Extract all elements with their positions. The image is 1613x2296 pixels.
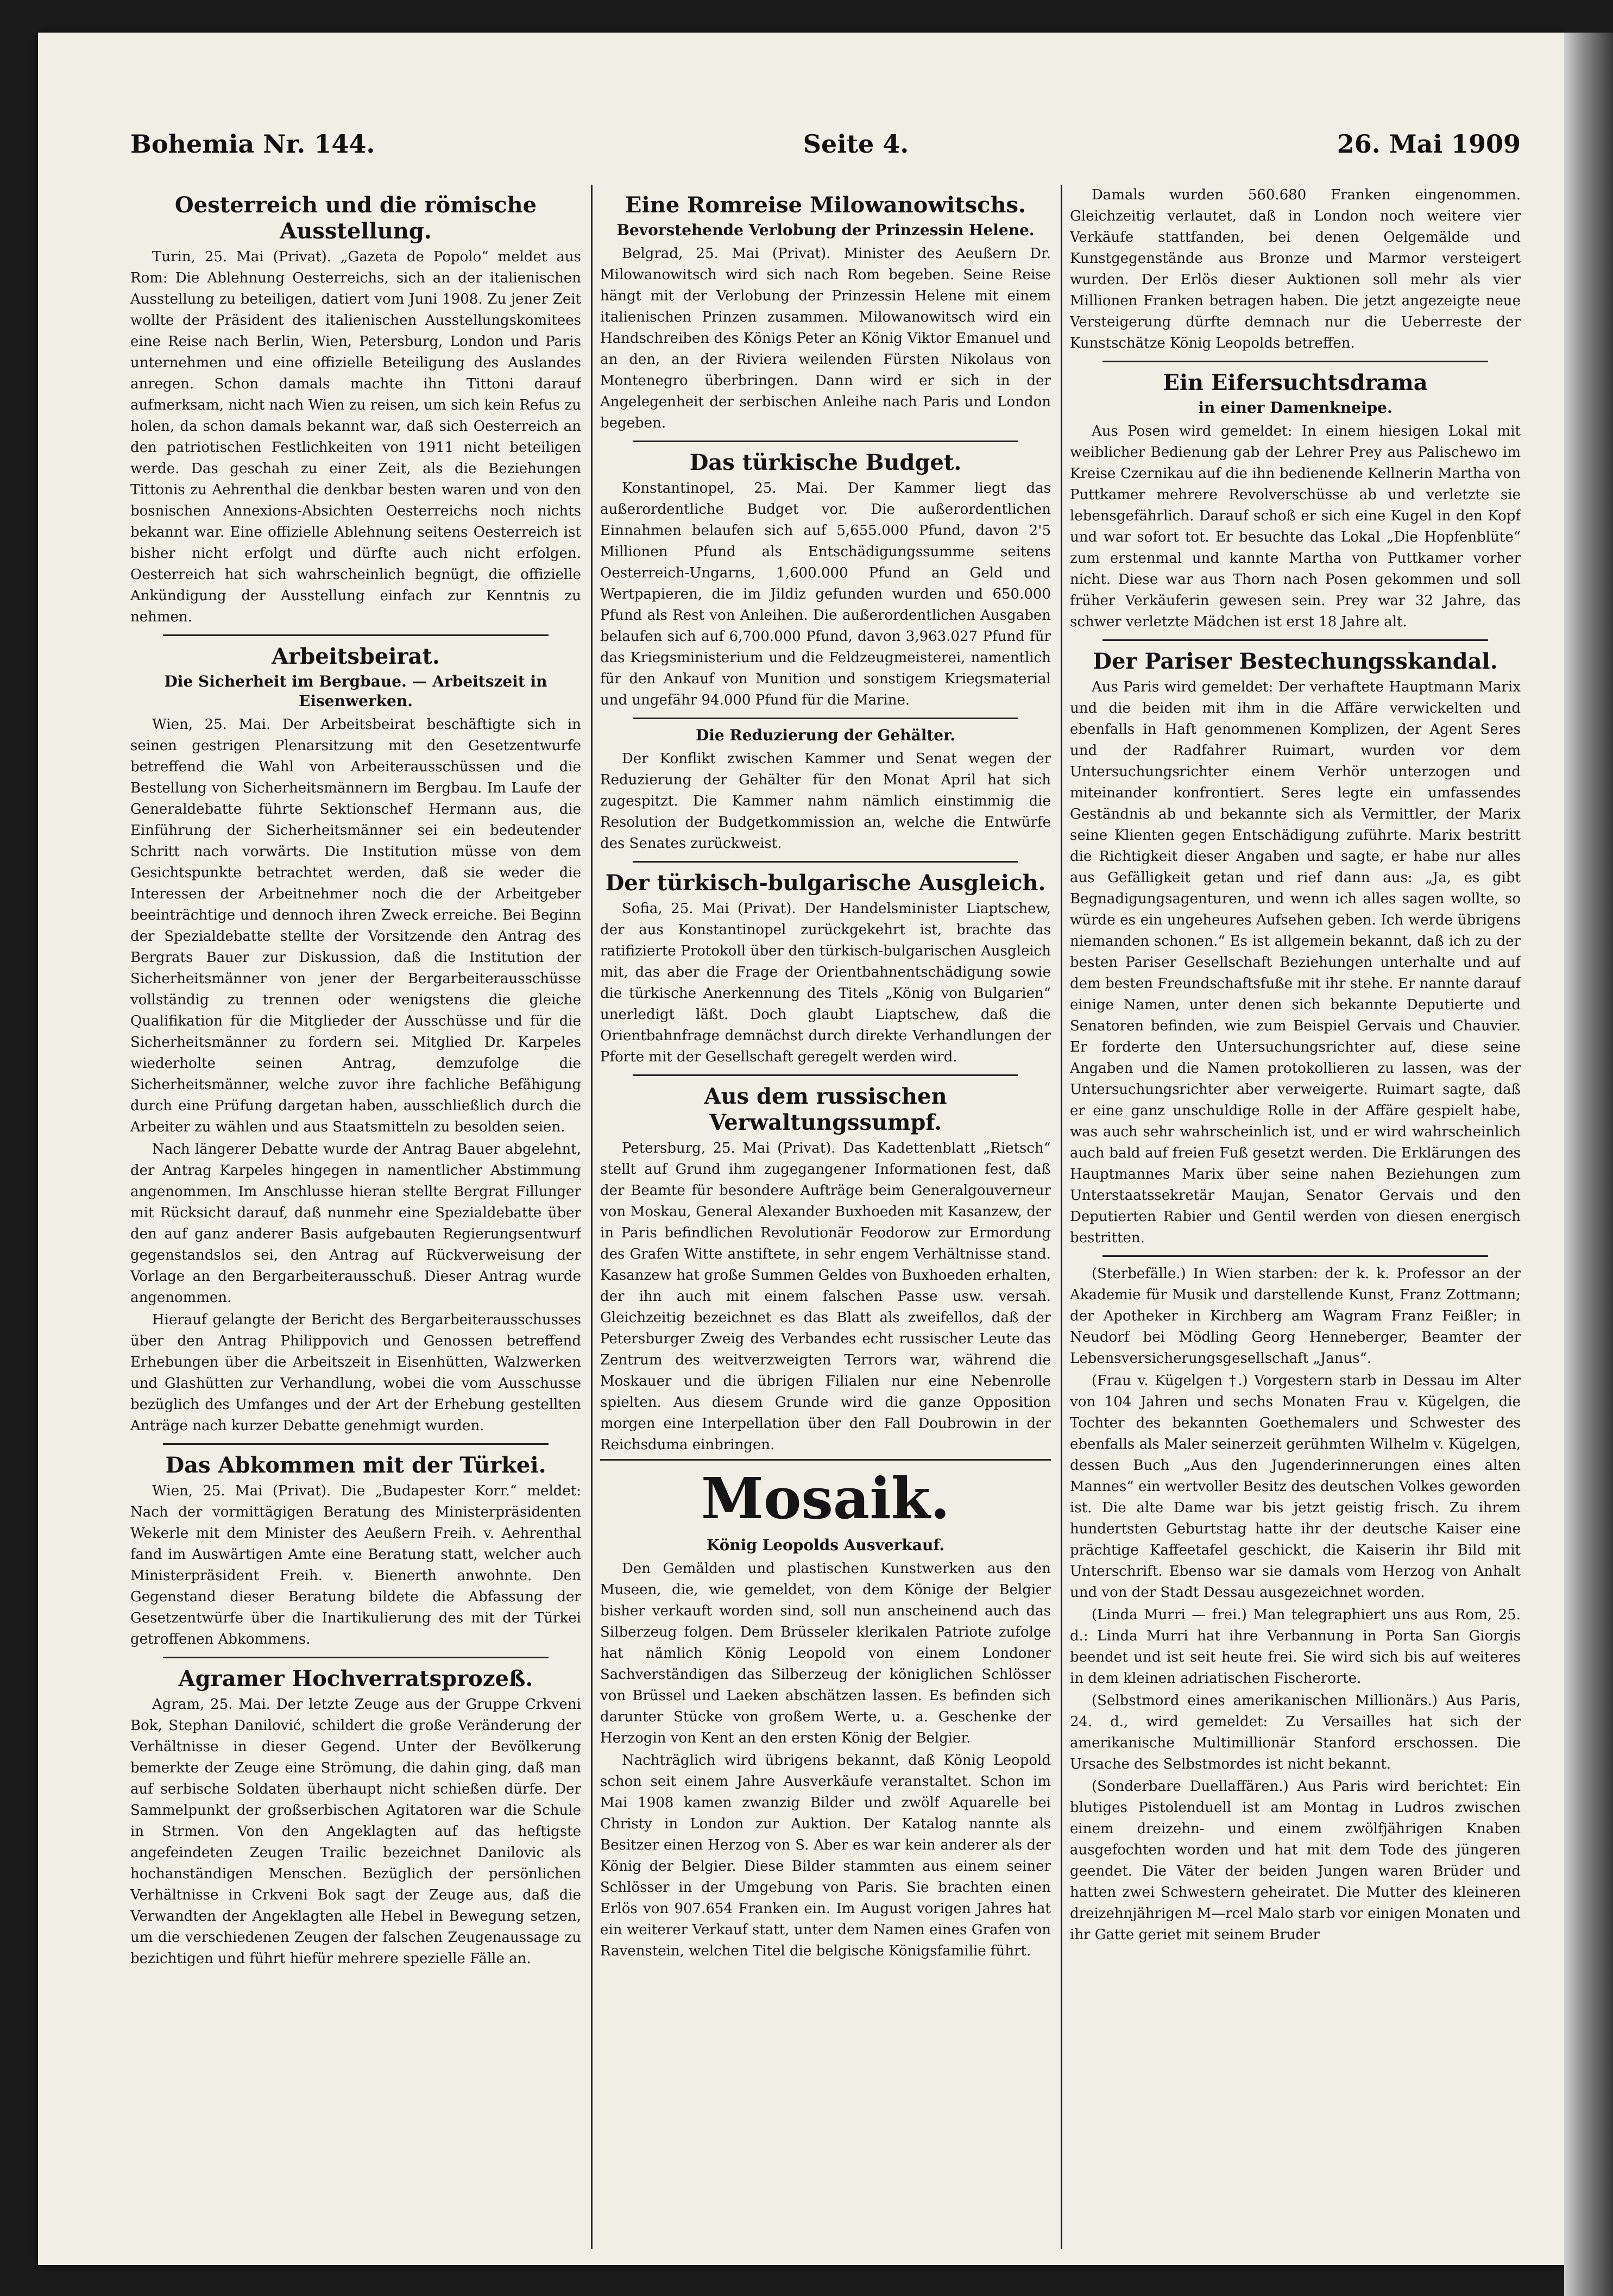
article-headline: Arbeitsbeirat. bbox=[272, 644, 440, 669]
article-headline: Der Pariser Bestechungsskandal. bbox=[1093, 649, 1498, 674]
binding-edge bbox=[1564, 33, 1613, 2296]
article-headline: Das türkische Budget. bbox=[689, 450, 962, 475]
article bbox=[1070, 1255, 1521, 1946]
article-headline: Eine Romreise Milowanowitschs. bbox=[625, 192, 1026, 218]
article-paragraph: Der Konflikt zwischen Kammer und Senat wegen der Reduzierung der Gehälter für den Monat April hat sich zugespitzt. Die Kammer nahm nämlich einstimmig die Resolution der Budgetkommission an, welche die Entwürfe des Senates zurückweist. bbox=[600, 751, 1051, 852]
article-paragraph: Hierauf gelangte der Bericht des Bergarbeiterausschusses über den Antrag Philippovich und Genossen betreffend Erhebungen über die Arbeitszeit in Eisenhütten, Walzwerken und Glashütten zur Verhandlung, wobei die vom Ausschusse bezüglich des Umfanges und der Art der Erhebung gestellten Anträge nach kurzer Debatte genehmigt wurden. bbox=[130, 1312, 581, 1434]
article-divider bbox=[1102, 1255, 1488, 1257]
article bbox=[130, 634, 581, 1437]
column-right bbox=[1070, 185, 1521, 2249]
article-headline: Der türkisch-bulgarische Ausgleich. bbox=[605, 870, 1046, 896]
article-subheadline: in einer Damenkneipe. bbox=[1198, 399, 1393, 417]
article-divider bbox=[633, 861, 1018, 863]
article bbox=[600, 718, 1051, 854]
article-paragraph: Agram, 25. Mai. Der letzte Zeuge aus der Gruppe Crkveni Bok, Stephan Danilović, schildert die große Veränderung der Verhältnisse in dieser Gegend. Unter der Bevölkerung bemerkte der Zeuge eine Strömung, die dahin ging, daß man auf serbische Soldaten überhaupt nicht schießen dürfe. Der Sammelpunkt der großserbischen Agitatoren war die Schule in Strmen. Von den Angeklagten auf das heftigste angefeindeten Zeugen Trailic bezeichnet Danilovic als hochanständigen Menschen. Bezüglich der persönlichen Verhältnisse in Crkveni Bok sagt der Zeuge aus, daß die Verwandten der Angeklagten alle Hebel in Bewegung setzen, um die verschiedenen Zeugen der falschen Zeugenaussage zu bezichtigen und führt hiefür mehrere spezielle Fälle an. bbox=[130, 1696, 581, 1967]
article-paragraph: Damals wurden 560.680 Franken eingenommen. Gleichzeitig verlautet, daß in London noch weitere vier Verkäufe stattfanden, bei denen Oelgemälde und Kunstgegenstände aus Bronze und Marmor versteigert wurden. Der Erlös dieser Auktionen soll mehr als vier Millionen Franken betragen haben. Die jetzt angezeigte neue Versteigerung dürfte demnach nur die Ueberreste der Kunstschätze König Leopolds betreffen. bbox=[1070, 187, 1521, 351]
column-middle-articles bbox=[600, 192, 1051, 1456]
mosaik-paragraph: Nachträglich wird übrigens bekannt, daß König Leopold schon seit einem Jahre Ausverkäufe veranstaltet. Schon im Mai 1908 kamen zwanzig Bilder und zwölf Aquarelle bei Christy in London zur Auktion. Der Katalog nannte als Besitzer einen Herzog von S. Aber es war kein anderer als der König der Belgier. Diese Bilder stammten aus einem seiner Schlösser in der Umgebung von Paris. Sie brachten einen Erlös von 907.654 Franken ein. Im August vorigen Jahres hat ein weiterer Verkauf statt, unter dem Namen eines Grafen von Ravenstein, welchen Titel die belgische Königsfamilie führt. bbox=[600, 1752, 1051, 1959]
article-divider bbox=[163, 634, 549, 636]
article-paragraph: Petersburg, 25. Mai (Privat). Das Kadettenblatt „Rietsch“ stellt auf Grund ihm zugegangener Informationen fest, daß der Beamte für besondere Aufträge beim Generalgouverneur von Moskau, General Alexander Buxhoeden mit Kasanzew, der in Paris befindlichen Revolutionär Feodorow zur Ermordung des Grafen Witte anstiftete, in sehr engem Verhältnisse stand. Kasanzew hat große Summen Geldes von Buxhoeden erhalten, der ihn auch mit einem falschen Passe usw. versah. Gleichzeitig bezeichnet es das Blatt als zweifellos, daß der Petersburger Zweig des Verbandes echt russischer Leute das Zentrum des weitverzweigten Terrors war, während die Moskauer und die übrigen Filialen nur eine Nebenrolle spielten. Aus diesem Grunde wird die ganze Opposition morgen eine Interpellation über den Fall Doubrowin in der Reichsduma einbringen. bbox=[600, 1140, 1051, 1453]
article-headline: Ein Eifersuchtsdrama bbox=[1163, 370, 1428, 395]
article-paragraph: Sofia, 25. Mai (Privat). Der Handelsminister Liaptschew, der aus Konstantinopel zurückgekehrt ist, brachte das ratifizierte Protokoll über den türkisch-bulgarischen Ausgleich mit, das aber die Frage der Orientbahnentschädigung sowie die türkische Anerkennung des Titels „König von Bulgarien“ unerledigt läßt. Doch glaubt Liaptschew, daß die Orientbahnfrage demnächst durch direkte Verhandlungen der Pforte mit der Gesellschaft geregelt werden wird. bbox=[600, 901, 1051, 1065]
column-rule bbox=[1061, 185, 1062, 2249]
article-headline: Das Abkommen mit der Türkei. bbox=[165, 1452, 546, 1478]
column-middle bbox=[600, 185, 1051, 2249]
columns bbox=[130, 185, 1521, 2249]
article bbox=[1070, 361, 1521, 633]
article-headline: Aus dem russischen Verwaltungssumpf. bbox=[704, 1084, 947, 1135]
mosaik-subtitle: König Leopolds Ausverkauf. bbox=[706, 1536, 945, 1554]
masthead-issue: Bohemia Nr. 144. bbox=[130, 129, 375, 159]
article bbox=[600, 861, 1051, 1068]
article-subheadline: Die Reduzierung der Gehälter. bbox=[695, 726, 956, 744]
article bbox=[1070, 639, 1521, 1249]
article-paragraph: Aus Paris wird gemeldet: Der verhaftete Hauptmann Marix und die beiden mit ihm in die Affäre verwickelten und ebenfalls in Haft genommenen Komplizen, der Agent Seres und der Radfahrer Ruimart, wurden vor dem Untersuchungsrichter einem Verhör unterzogen und miteinander konfrontiert. Seres legte ein umfassendes Geständnis ab und bekannte sich als Vermittler, der Marix seine Klienten gegen Entschädigung zuführte. Marix bestritt die Richtigkeit dieser Angaben und sagte, er habe nur alles aus Gefälligkeit getan und rief dann aus: „Ja, es gibt Begnadigungsagenturen, und wenn ich alles sagen wollte, so würde es ein ungeheures Aufsehen geben. Ich werde übrigens niemanden schonen.“ Es ist allgemein bekannt, daß ich zu der besten Pariser Gesellschaft Beziehungen unterhalte und auf dem besten Freundschaftsfuße mit ihr stehe. Er nannte darauf einige Namen, unter denen sich bekannte Deputierte und Senatoren befinden, wie zum Beispiel Gervais und Chauvier. Er forderte den Untersuchungsrichter auf, diese seine Angaben und die Namen protokollieren zu lassen, was der Untersuchungsrichter aber verweigerte. Ruimart sagte, daß er eine ganz unschuldige Rolle in der Affäre gespielt habe, was auch sehr wahrscheinlich ist, und er wird wahrscheinlich auch bald auf freien Fuß gesetzt werden. Die Erklärungen des Hauptmannes Marix über seine nahen Beziehungen zum Unterstaatssekretär Maujan, Senator Gervais und den Deputierten Rabier und Gentil werden von diesen energisch bestritten. bbox=[1070, 679, 1521, 1246]
article-headline: Agramer Hochverratsprozeß. bbox=[178, 1666, 533, 1691]
article-subheadline: Die Sicherheit im Bergbaue. — Arbeitszeit in Eisenwerken. bbox=[164, 672, 547, 710]
article bbox=[1070, 185, 1521, 354]
page-header bbox=[130, 125, 1521, 163]
article-paragraph: (Selbstmord eines amerikanischen Millionärs.) Aus Paris, 24. d., wird gemeldet: Zu Versailles hat sich der amerikanische Multimillionär Stanford erschossen. Die Ursache des Selbstmordes ist nicht bekannt. bbox=[1070, 1693, 1521, 1772]
article-divider bbox=[163, 1443, 549, 1445]
article bbox=[130, 1443, 581, 1650]
article-headline: Oesterreich und die römische Ausstellung. bbox=[174, 192, 537, 244]
article-paragraph: Wien, 25. Mai (Privat). Die „Budapester Korr.“ meldet: Nach der vormittägigen Beratung des Ministerpräsidenten Wekerle mit dem Minister des Aeußern Freih. v. Aehrenthal fand im Auswärtigen Amte eine Beratung statt, welcher auch Ministerpräsident Freih. v. Bienerth anwohnte. Den Gegenstand dieser Beratung bildete die Abfassung der Gesetzentwürfe über die Inartikulierung des mit der Türkei getroffenen Abkommens. bbox=[130, 1483, 581, 1647]
article bbox=[600, 192, 1051, 434]
article-paragraph: Belgrad, 25. Mai (Privat). Minister des Aeußern Dr. Milowanowitsch wird sich nach Rom begeben. Seine Reise hängt mit der Verlobung der Prinzessin Helene mit einem italienischen Prinzen zusammen. Milowanowitsch wird ein Handschreiben des Königs Peter an König Viktor Emanuel und an den, an der Riviera weilenden Fürsten Nikolaus von Montenegro überbringen. Dann wird er sich in der Angelegenheit der serbischen Anleihe nach Paris und London begeben. bbox=[600, 246, 1051, 431]
column-rule bbox=[591, 185, 593, 2249]
article-paragraph: (Sonderbare Duellaffären.) Aus Paris wird berichtet: Ein blutiges Pistolenduell ist am Montag in Ludros zwischen einem dreizehn- und einem zwölfjährigen Knaben ausgefochten worden und hat mit dem Tode des jüngeren geendet. Die Väter der beiden Jungen waren Brüder und hatten zwei Schwestern geheiratet. Die Mutter des kleineren dreizehnjährigen M—rcel Malo starb vor einigen Monaten und ihr Gatte geriet mit seinem Bruder bbox=[1070, 1778, 1521, 1943]
article-subheadline: Bevorstehende Verlobung der Prinzessin Helene. bbox=[616, 221, 1035, 239]
article-divider bbox=[163, 1657, 549, 1658]
article-divider bbox=[633, 1074, 1018, 1076]
article-divider bbox=[1102, 639, 1488, 641]
article-paragraph: (Frau v. Kügelgen †.) Vorgestern starb in Dessau im Alter von 104 Jahren und sechs Monaten Frau v. Kügelgen, die Tochter des bekannten Goethemalers und Schwester des ebenfalls als Maler seinerzeit gerühmten Wilhelm v. Kügelgen, dessen Buch „Aus den Jugenderinnerungen eines alten Mannes“ ein wertvoller Besitz des deutschen Volkes geworden ist. Die alte Dame war bis jetzt geistig frisch. Zu ihrem hundertsten Geburtstag hatte ihr der deutsche Kaiser eine prächtige Kaffeetafel geschickt, die Kaiserin ihr Bild mit Unterschrift. Ebenso war sie damals vom Herzog von Anhalt und von der Stadt Dessau ausgezeichnet worden. bbox=[1070, 1373, 1521, 1601]
newspaper-page bbox=[38, 33, 1564, 2265]
article-paragraph: Turin, 25. Mai (Privat). „Gazeta de Popolo“ meldet aus Rom: Die Ablehnung Oesterreichs, sich an der italienischen Ausstellung zu beteiligen, datiert vom Juni 1908. Zu jener Zeit wollte der Präsident des italienischen Ausstellungskomitees eine Reise nach Berlin, Wien, Petersburg, London und Paris unternehmen und eine offizielle Beteiligung des Auslandes anregen. Schon damals machte ihn Tittoni darauf aufmerksam, nicht nach Wien zu reisen, um sich kein Refus zu holen, da schon damals bekannt war, daß sich Oesterreich an den patriotischen Festlichkeiten von 1911 nicht beteiligen werde. Das geschah zu einer Zeit, als die Beziehungen Tittonis zu Aehrenthal die denkbar besten waren und von den bosnischen Annexions-Absichten Oesterreichs noch nichts bekannt war. Eine offizielle Ablehnung seitens Oesterreich ist bisher nicht erfolgt und dürfte auch nicht erfolgen. Oesterreich hat sich wahrscheinlich begnügt, die offizielle Ankündigung der Ausstellung einfach zur Kenntnis zu nehmen. bbox=[130, 249, 581, 625]
section-divider bbox=[600, 1459, 1051, 1461]
column-left bbox=[130, 185, 581, 2249]
article bbox=[130, 1657, 581, 1970]
mosaik-title: Mosaik. bbox=[701, 1465, 950, 1532]
article-divider bbox=[1102, 361, 1488, 362]
issue-date: 26. Mai 1909 bbox=[1337, 129, 1521, 159]
article bbox=[600, 1074, 1051, 1456]
article-paragraph: (Sterbefälle.) In Wien starben: der k. k. Professor an der Akademie für Musik und darstellende Kunst, Franz Zottmann; der Apotheker in Kirchberg am Wagram Franz Feißler; in Neudorf bei Mödling Georg Henneberger, Beamter der Lebensversicherungsgesellschaft „Janus“. bbox=[1070, 1266, 1521, 1367]
article-paragraph: Wien, 25. Mai. Der Arbeitsbeirat beschäftigte sich in seinen gestrigen Plenarsitzung mit den Gesetzentwurfe betreffend die Wahl von Arbeiterausschüssen und die Bestellung von Sicherheitsmännern im Bergbau. Im Laufe der Generaldebatte führte Sektionschef Hermann aus, die Einführung der Sicherheitsmänner sei ein bedeutender Schritt nach vorwärts. Die Institution müsse von dem Gesichtspunkte betrachtet werden, daß sie weder die Interessen der Arbeitnehmer noch die der Arbeitgeber beeinträchtige und dennoch ihren Zweck erreiche. Bei Beginn der Spezialdebatte stellte der Vorsitzende den Antrag des Bergrats Bauer zur Diskussion, daß die Institution der Sicherheitsmänner von jener der Bergarbeiterausschüsse vollständig zu trennen oder wenigstens die gleiche Qualifikation für die Mitglieder der Ausschüsse und für die Sicherheitsmänner zu fordern sei. Mitglied Dr. Karpeles wiederholte seinen Antrag, demzufolge die Sicherheitsmänner, welche zuvor ihre fachliche Befähigung durch eine Prüfung dargetan haben, ausschließlich durch die Arbeiter zu wählen und aus Staatsmitteln zu besolden seien. bbox=[130, 716, 581, 1135]
article bbox=[600, 441, 1051, 711]
article-paragraph: Nach längerer Debatte wurde der Antrag Bauer abgelehnt, der Antrag Karpeles hingegen in namentlicher Abstimmung angenommen. Im Anschlusse hieran stellte Bergrat Fillunger mit Rücksicht darauf, daß nunmehr eine Spezialdebatte über den auf ganz anderer Basis aufgebauten Regierungsentwurf gegenstandslos sei, den Antrag auf Rückverweisung der Vorlage an den Bergarbeiterausschuß. Dieser Antrag wurde angenommen. bbox=[130, 1141, 581, 1306]
article-paragraph: (Linda Murri — frei.) Man telegraphiert uns aus Rom, 25. d.: Linda Murri hat ihre Verbannung in Porta San Giorgis beendet und ist seit heute frei. Sie wird sich bis auf weiteres in dem kleinen adriatischen Fischerorte. bbox=[1070, 1607, 1521, 1687]
article bbox=[130, 192, 581, 628]
article-paragraph: Aus Posen wird gemeldet: In einem hiesigen Lokal mit weiblicher Bedienung gab der Lehrer Prey aus Palischewo im Kreise Czernikau auf die ihn bedienende Kellnerin Martha von Puttkamer mehrere Revolverschüsse ab und verletzte sie lebensgefährlich. Darauf schoß er sich eine Kugel in den Kopf und war sofort tot. Er besuchte das Lokal „Die Hopfenblüte“ zum erstenmal und kannte Martha von Puttkamer vorher nicht. Diese war aus Thorn nach Posen gekommen und soll früher Verkäuferin gewesen sein. Prey war 32 Jahre, das schwer verletzte Mädchen ist erst 18 Jahre alt. bbox=[1070, 423, 1521, 630]
mosaik-paragraph: Den Gemälden und plastischen Kunstwerken aus den Museen, die, wie gemeldet, von dem Könige der Belgier bisher verkauft worden sind, soll nun anscheinend auch das Silberzeug folgen. Dem Brüsseler klerikalen Patriote zufolge hat nämlich König Leopold von einem Londoner Sachverständigen das Silberzeug der königlichen Schlösser von Brüssel und Laeken abschätzen lassen. Es befinden sich darunter Stücke von großem Werte, u. a. Geschenke der Herzogin von Kent an den ersten König der Belgier. bbox=[600, 1561, 1051, 1746]
article-divider bbox=[633, 718, 1018, 719]
page-number: Seite 4. bbox=[803, 129, 909, 159]
article-paragraph: Konstantinopel, 25. Mai. Der Kammer liegt das außerordentliche Budget vor. Die außerordentlichen Einnahmen belaufen sich auf 5,655.000 Pfund, davon 2'5 Millionen Pfund als Entschädigungssumme seitens Oesterreich-Ungarns, 1,600.000 Pfund an Geld und Wertpapieren, die im Jildiz gefunden wurden und 650.000 Pfund als Rest von Anleihen. Die außerordentlichen Ausgaben belaufen sich auf 6,700.000 Pfund, davon 3,963.027 Pfund für das Kriegsministerium und die Feldzeugmeisterei, namentlich für den Ankauf von Munition und sonstigem Kriegsmaterial und ungefähr 94.000 Pfund für die Marine. bbox=[600, 480, 1051, 708]
article-divider bbox=[633, 441, 1018, 442]
